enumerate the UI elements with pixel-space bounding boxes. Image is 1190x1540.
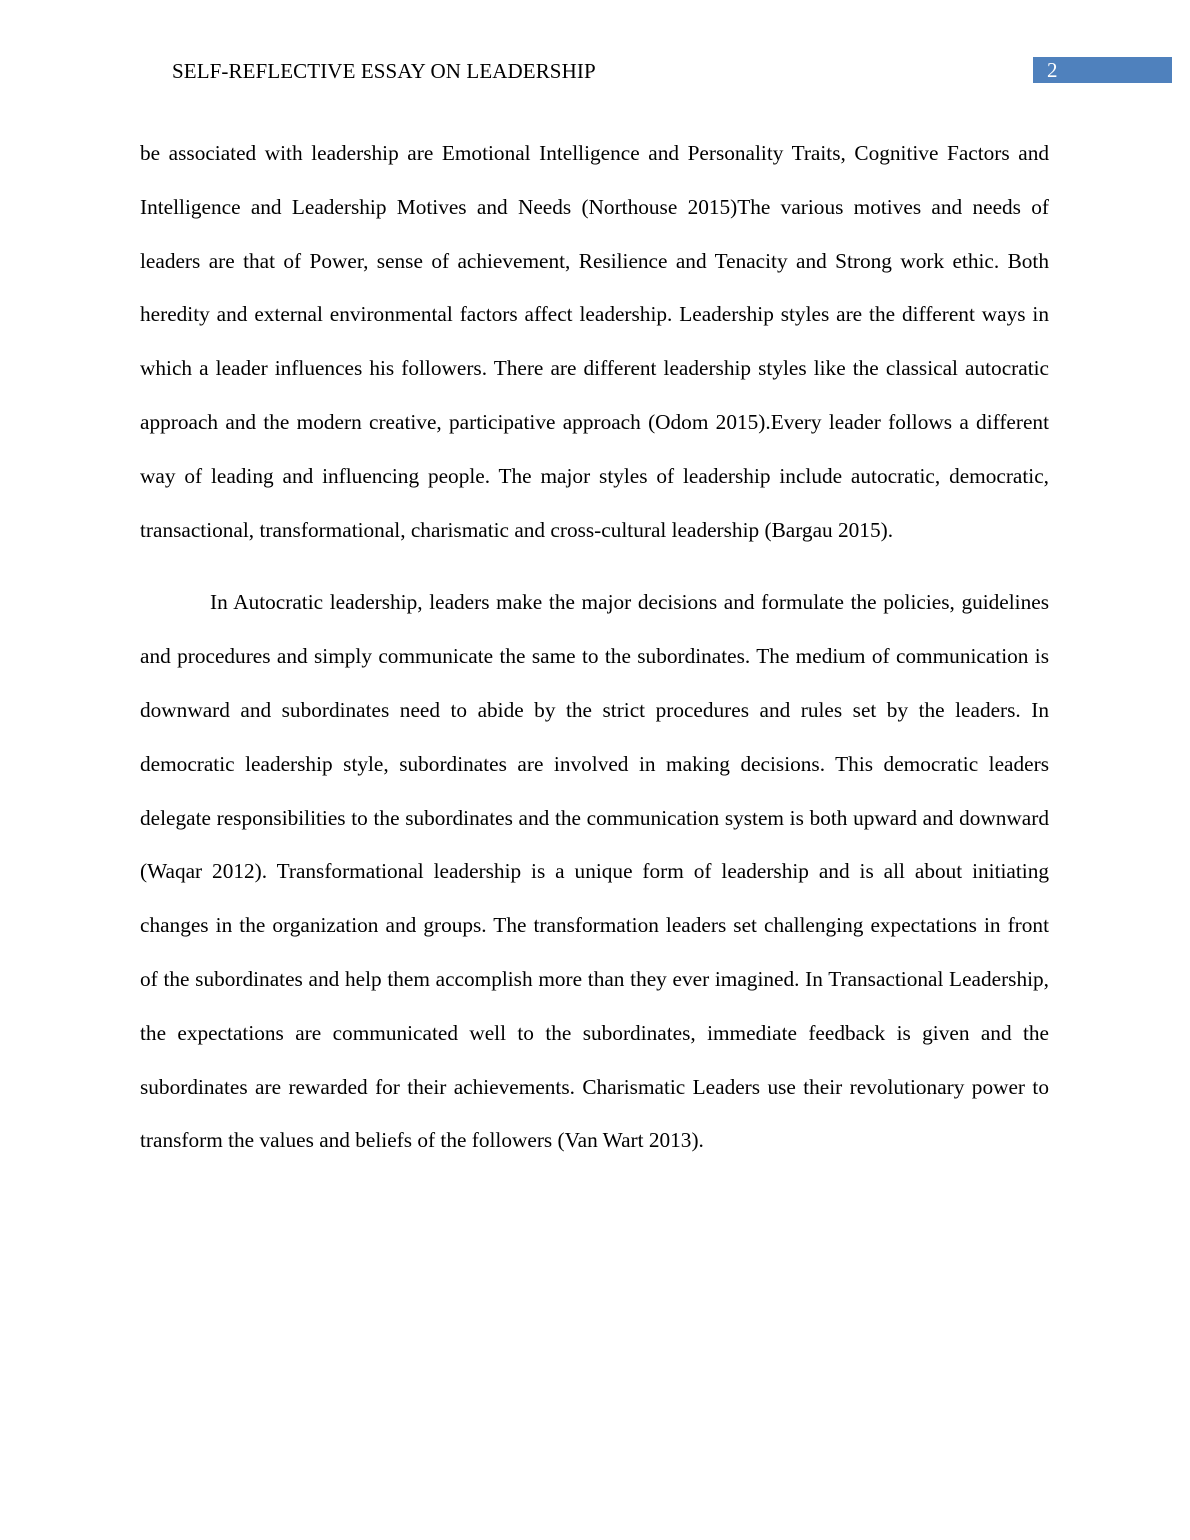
running-head-title: SELF-REFLECTIVE ESSAY ON LEADERSHIP — [172, 59, 596, 83]
page-number: 2 — [1047, 58, 1058, 82]
page-header — [0, 0, 1190, 100]
paragraph-leadership-styles: In Autocratic leadership, leaders make the major decisions and formulate the policies, guidelines and procedures and simply communicate the same to the subordinates. The medium of communication is downward and subordinates need to abide by the strict procedures and rules set by the leaders. In democratic leadership style, subordinates are involved in making decisions. This democratic leaders delegate responsibilities to the subordinates and the communication system is both upward and downward (Waqar 2012). Transformational leadership is a unique form of leadership and is all about initiating changes in the organization and groups. The transformation leaders set challenging expectations in front of the subordinates and help them accomplish more than they ever imagined. In Transactional Leadership, the expectations are communicated well to the subordinates, immediate feedback is given and the subordinates are rewarded for their achievements. Charismatic Leaders use their revolutionary power to transform the values and beliefs of the followers (Van Wart 2013). — [140, 590, 1049, 1153]
paragraph-continued: be associated with leadership are Emotional Intelligence and Personality Traits, Cognitive Factors and Intelligence and Leadership Motives and Needs (Northouse 2015)The various motives and needs of leaders are that of Power, sense of achievement, Resilience and Tenacity and Strong work ethic. Both heredity and external environmental factors affect leadership. Leadership styles are the different ways in which a leader influences his followers. There are different leadership styles like the classical autocratic approach and the modern creative, participative approach (Odom 2015).Every leader follows a different way of leading and influencing people. The major styles of leadership include autocratic, democratic, transactional, transformational, charismatic and cross-cultural leadership (Bargau 2015). — [140, 141, 1049, 542]
page-number-badge — [1033, 57, 1172, 83]
essay-body — [140, 127, 1049, 1168]
